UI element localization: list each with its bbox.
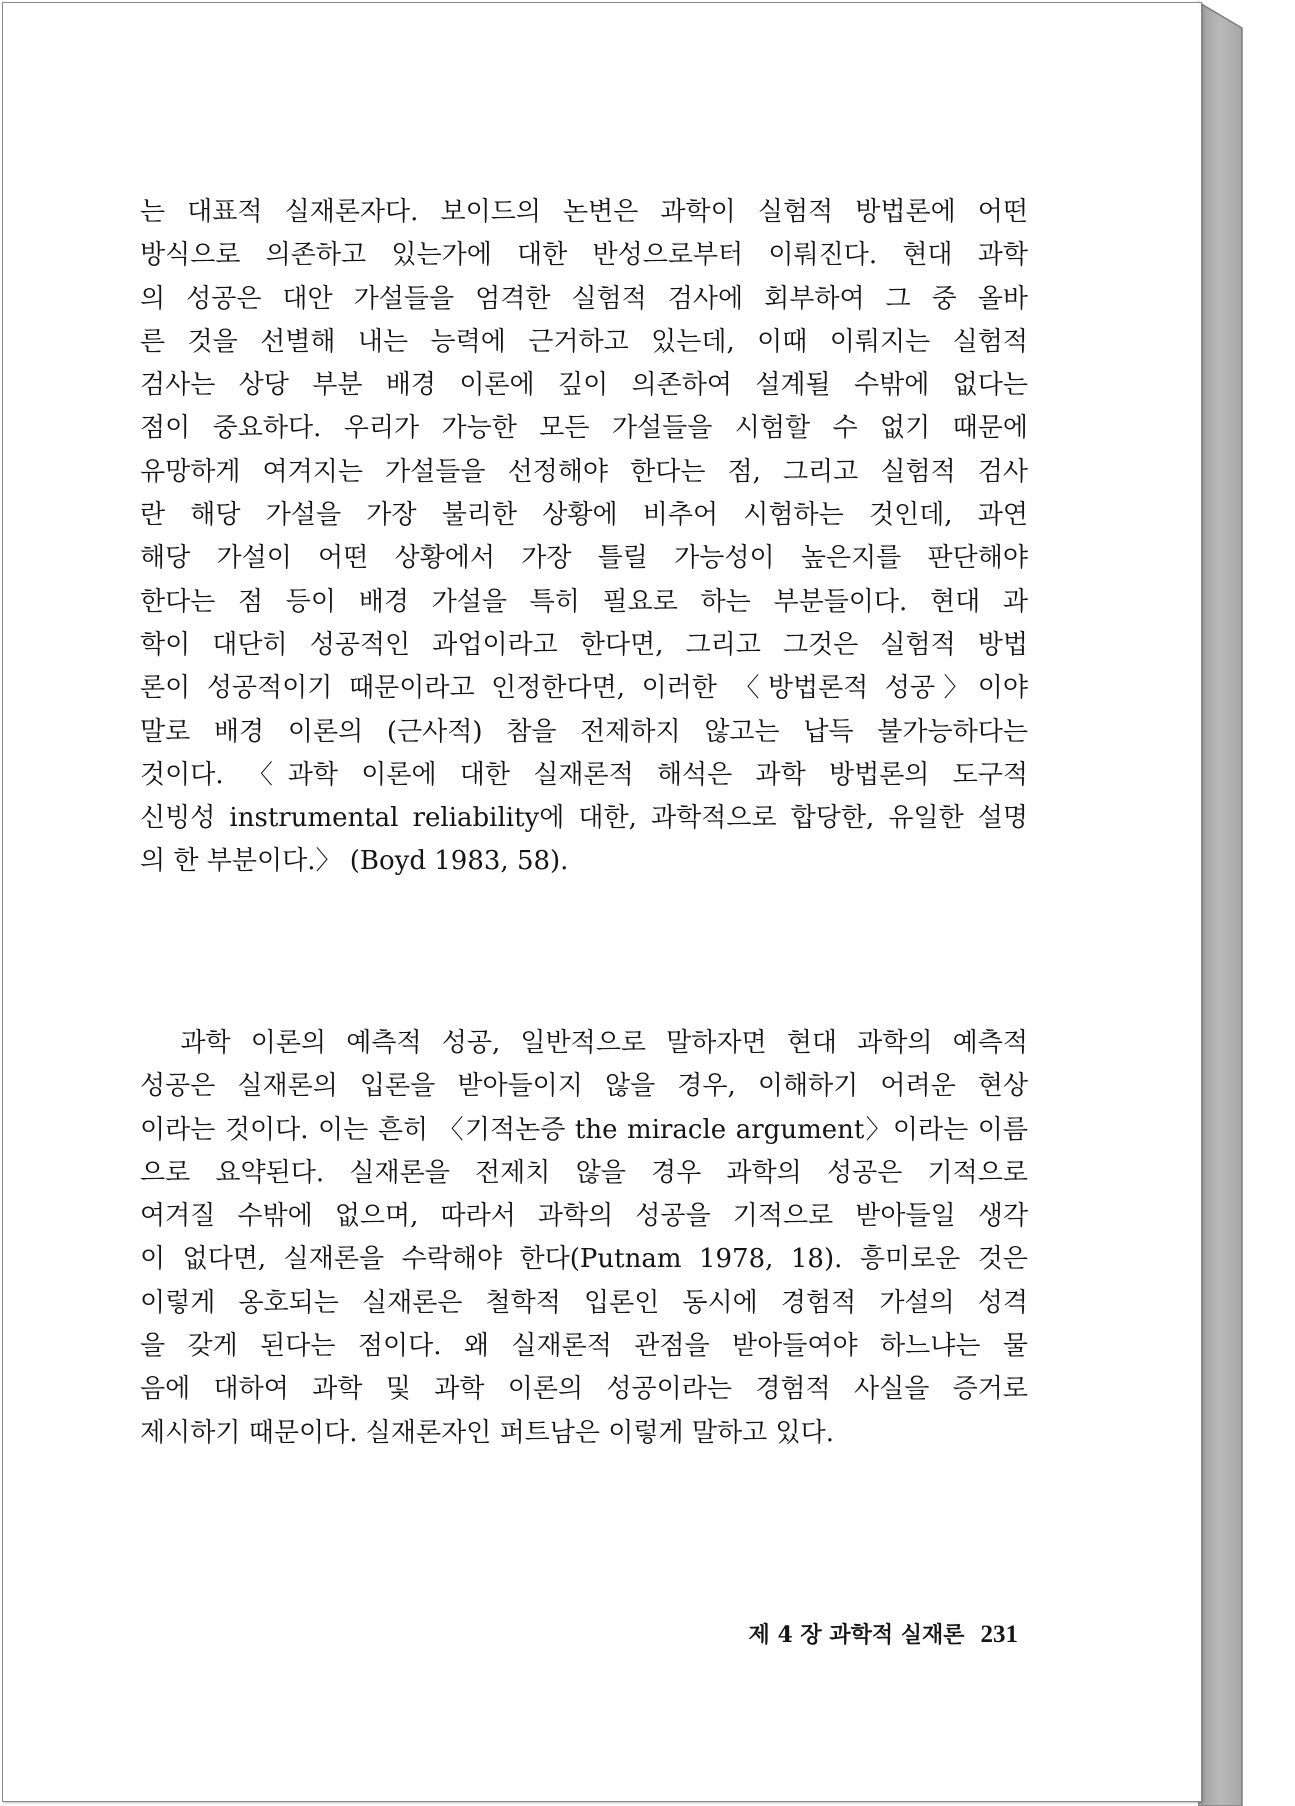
text-line: 방식으로 의존하고 있는가에 대한 반성으로부터 이뤄진다. 현대 과학 [140,240,1028,271]
text-line: 란 해당 가설을 가장 불리한 상황에 비추어 시험하는 것인데, 과연 [140,500,1028,531]
text-line: 이렇게 옹호되는 실재론은 철학적 입론인 동시에 경험적 가설의 성격 [140,1287,1028,1318]
text-line: 말로 배경 이론의 (근사적) 참을 전제하지 않고는 납득 불가능하다는 [140,716,1028,747]
chapter-title: 제 4 장 과학적 실재론 [748,1622,965,1648]
text-line: 른 것을 선별해 내는 능력에 근거하고 있는데, 이때 이뤄지는 실험적 [140,326,1028,357]
page-footer [749,1618,1018,1649]
paragraph-1 [140,191,1028,884]
text-line: 의 성공은 대안 가설들을 엄격한 실험적 검사에 회부하여 그 중 올바 [140,283,1028,314]
text-line: 론이 성공적이기 때문이라고 인정한다면, 이러한 〈방법론적 성공〉이야 [140,673,1028,704]
text-line: 신빙성 instrumental reliability에 대한, 과학적으로 합당한, 유일한 설명 [140,803,1028,834]
book-page [2,2,1202,1802]
text-line: 것이다. 〈과학 이론에 대한 실재론적 해석은 과학 방법론의 도구적 [140,759,1028,790]
text-line: 유망하게 여겨지는 가설들을 선정해야 한다는 점, 그리고 실험적 검사 [140,456,1028,487]
text-line: 여겨질 수밖에 없으며, 따라서 과학의 성공을 기적으로 받아들일 생각 [140,1201,1028,1232]
text-line: 성공은 실재론의 입론을 받아들이지 않을 경우, 이해하기 어려운 현상 [140,1071,1028,1102]
book-page-edge [1198,0,1244,1806]
text-line: 는 대표적 실재론자다. 보이드의 논변은 과학이 실험적 방법론에 어떤 [140,197,1028,227]
text-line: 점이 중요하다. 우리가 가능한 모든 가설들을 시험할 수 없기 때문에 [140,413,1028,444]
page-number: 231 [980,1621,1018,1648]
text-line: 으로 요약된다. 실재론을 전제치 않을 경우 과학의 성공은 기적으로 [140,1157,1028,1188]
text-line: 을 갖게 된다는 점이다. 왜 실재론적 관점을 받아들여야 하느냐는 물 [140,1331,1028,1362]
text-line: 검사는 상당 부분 배경 이론에 깊이 의존하여 설계될 수밖에 없다는 [140,370,1028,401]
text-line: 제시하기 때문이다. 실재론자인 퍼트남은 이렇게 말하고 있다. [140,1417,835,1448]
text-line: 음에 대하여 과학 및 과학 이론의 성공이라는 경험적 사실을 증거로 [140,1374,1028,1405]
text-line: 학이 대단히 성공적인 과업이라고 한다면, 그리고 그것은 실험적 방법 [140,629,1028,660]
text-line: 해당 가설이 어떤 상황에서 가장 틀릴 가능성이 높은지를 판단해야 [140,543,1028,574]
text-line: 이 없다면, 실재론을 수락해야 한다(Putnam 1978, 18). 흥미로운 것은 [140,1244,1028,1275]
text-line: 의 한 부분이다.〉 (Boyd 1983, 58). [140,846,569,877]
text-line: 이라는 것이다. 이는 흔히 〈기적논증 the miracle argument〉이라는 이름 [140,1114,1028,1145]
text-line: 과학 이론의 예측적 성공, 일반적으로 말하자면 현대 과학의 예측적 [140,1028,1028,1058]
paragraph-2 [140,1022,1028,1455]
text-line: 한다는 점 등이 배경 가설을 특히 필요로 하는 부분들이다. 현대 과 [140,586,1028,617]
